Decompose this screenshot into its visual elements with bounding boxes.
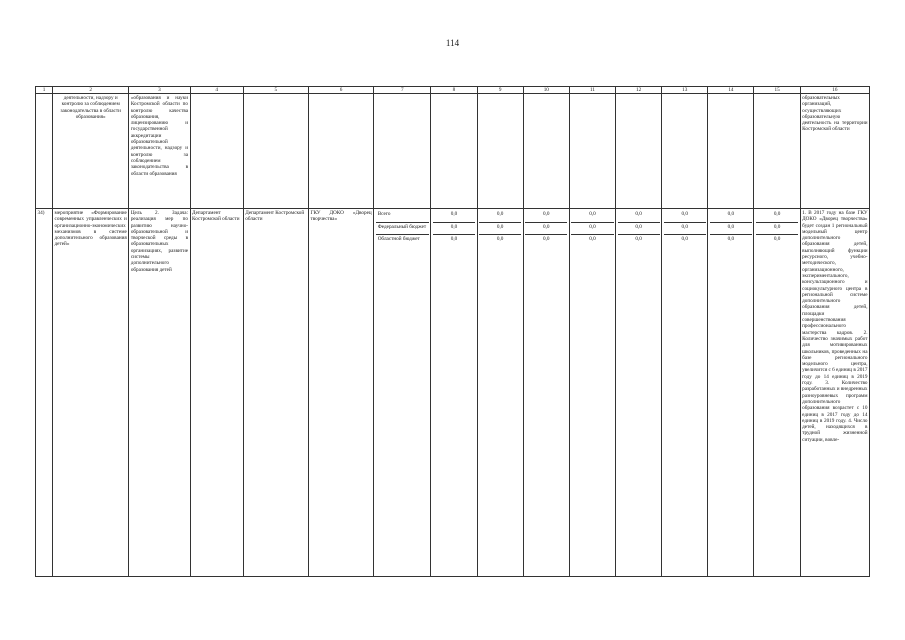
value: 0,0	[681, 211, 688, 217]
column-header: 14	[708, 87, 754, 94]
table-cell	[190, 94, 243, 209]
table-cell	[754, 94, 800, 209]
results-cell: 1. В 2017 году на базе ГКУ ДОКО «Дворец творчества» будет создан 1 региональный модельный центр дополнительного образования детей, выполняющий функции ресурсного, учебно-методического, организационного, экспериментального, консультационного и социокультурного центра в региональной системе дополнительного образования детей, площадки совершенствования профессионального мастерства кадров. 2. Количество значимых работ для мотивированных школьников, проведенных на базе регионального модельного центра, увеличится с 6 единиц в 2017 году до 14 единиц в 2019 году. 3. Количество разработанных и внедренных разноуровневых программ дополнительного образования возрастет с 10 единиц в 2017 году до 14 единиц в 2019 году. 4. Число детей, находящихся в трудной жизненной ситуации, вовле-	[800, 209, 869, 577]
table-cell	[36, 94, 53, 209]
value-cell	[754, 209, 800, 577]
column-header: 13	[662, 87, 708, 94]
value: 0,0	[727, 211, 735, 217]
value: 0,0	[525, 234, 567, 252]
value: 0,0	[710, 222, 752, 234]
column-header: 8	[431, 87, 477, 94]
value-cell	[431, 209, 477, 577]
value: 0,0	[635, 211, 642, 217]
funding-source: Всего	[377, 211, 391, 217]
value: 0,0	[433, 234, 475, 252]
program-table	[35, 86, 870, 577]
column-header: 6	[308, 87, 373, 94]
value: 0,0	[543, 211, 550, 217]
table-row-continued	[36, 94, 870, 209]
column-header: 1	[36, 87, 53, 94]
header-row	[36, 87, 870, 94]
row-number: 34)	[36, 209, 53, 577]
table-cell	[569, 94, 615, 209]
table-cell	[431, 94, 477, 209]
table-cell	[662, 94, 708, 209]
column-header: 10	[523, 87, 569, 94]
column-header: 2	[53, 87, 129, 94]
value: 0,0	[618, 222, 660, 234]
table-cell: ГКУ ДОКО «Дворец творчества»	[308, 209, 373, 577]
table-cell: Департамент Костромской области	[243, 209, 308, 577]
value: 0,0	[773, 211, 781, 217]
table-cell: деятельности, надзору и контролю за соблюдением законодательства в области образования»	[53, 94, 129, 209]
table-cell: «образования и науки Костромской области по контролю качества образования, лицензированию и государственной аккредитации образовательной деятельности, надзору и контролю за соблюдением законодательства в области образования	[129, 94, 190, 209]
value-cell	[708, 209, 754, 577]
table-cell	[308, 94, 373, 209]
table-cell: Цель 2. Задача: реализация мер по развитию научно-образовательной и творческой среды в образовательных организациях, развитие системы дополнительного образования детей	[129, 209, 190, 577]
table-cell: мероприятие «Формирование современных управленческих и организационно-экономических механизмов в системе дополнительного образования детей»	[53, 209, 129, 577]
value: 0,0	[571, 234, 613, 252]
column-header: 15	[754, 87, 800, 94]
table-row-34	[36, 209, 870, 577]
value: 0,0	[589, 211, 596, 217]
column-header: 4	[190, 87, 243, 94]
table-cell: Департамент Костромской области	[190, 209, 243, 577]
value: 0,0	[618, 234, 660, 252]
value: 0,0	[479, 234, 521, 252]
table-cell	[523, 94, 569, 209]
value: 0,0	[496, 211, 504, 217]
value: 0,0	[664, 234, 706, 252]
value: 0,0	[479, 222, 521, 234]
table-cell	[374, 94, 431, 209]
table-cell	[243, 94, 308, 209]
value: 0,0	[756, 234, 798, 252]
column-header: 3	[129, 87, 190, 94]
table-cell	[477, 94, 523, 209]
funding-source: Областной бюджет	[376, 234, 429, 252]
column-header: 12	[616, 87, 662, 94]
column-header: 9	[477, 87, 523, 94]
value-cell	[569, 209, 615, 577]
funding-source: Федеральный бюджет	[376, 222, 429, 234]
value-cell	[477, 209, 523, 577]
column-header: 5	[243, 87, 308, 94]
value: 0,0	[664, 222, 706, 234]
table-cell	[708, 94, 754, 209]
column-header: 16	[800, 87, 869, 94]
value: 0,0	[756, 222, 798, 234]
table-cell: образовательных организаций, осуществляющих образовательную деятельность на территории Костромской области	[800, 94, 869, 209]
value-cell	[616, 209, 662, 577]
value: 0,0	[571, 222, 613, 234]
value-cell	[523, 209, 569, 577]
column-header: 7	[374, 87, 431, 94]
value: 0,0	[525, 222, 567, 234]
value: 0,0	[450, 211, 458, 217]
value: 0,0	[710, 234, 752, 252]
page-number: 114	[445, 38, 460, 48]
value: 0,0	[433, 222, 475, 234]
funding-source-cell	[374, 209, 431, 577]
column-header: 11	[569, 87, 615, 94]
table-cell	[616, 94, 662, 209]
value-cell	[662, 209, 708, 577]
